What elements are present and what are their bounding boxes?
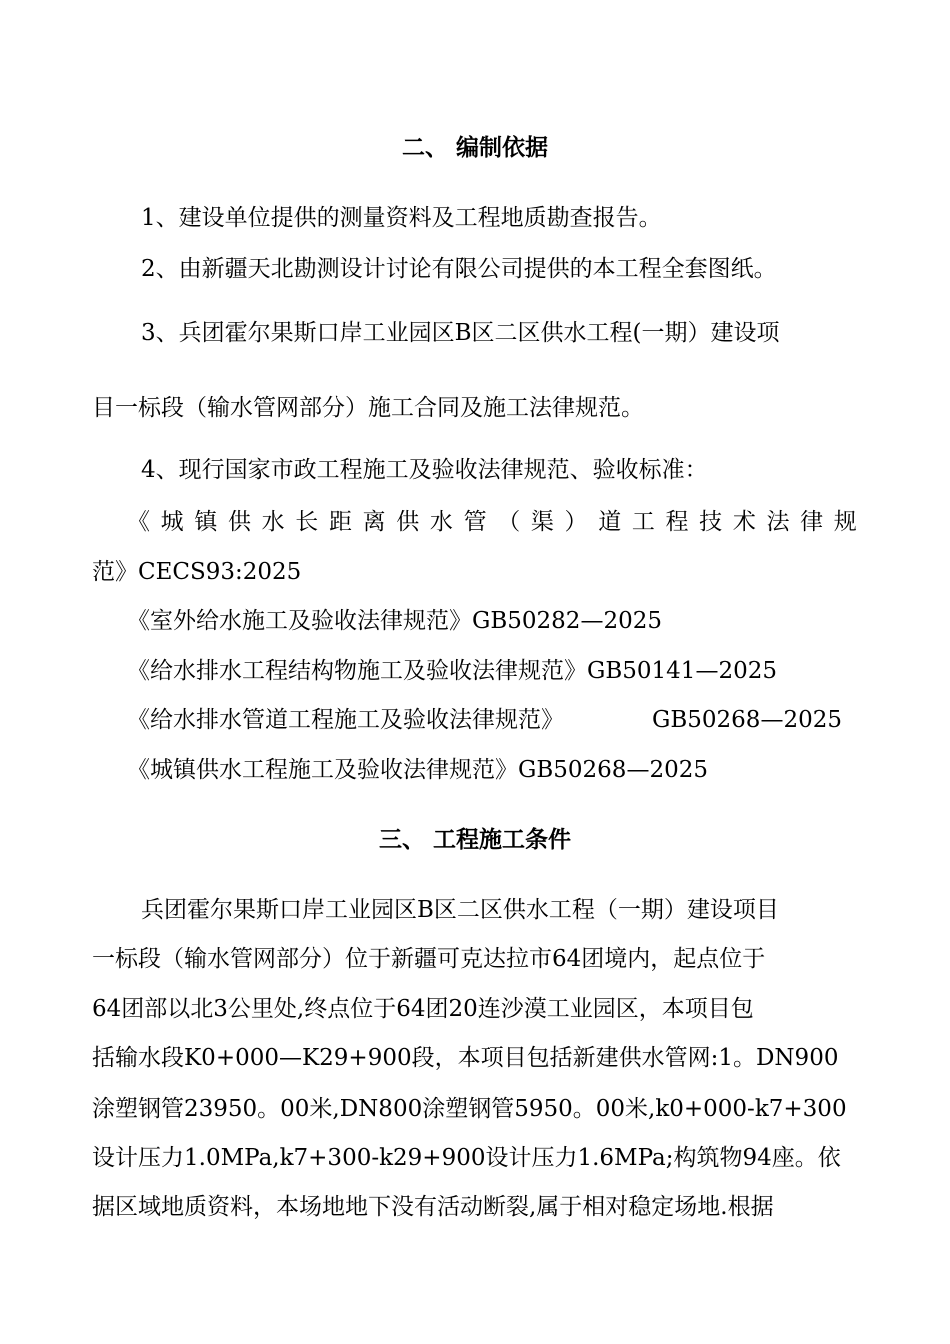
standard-1-char: 规 bbox=[833, 509, 857, 535]
basis-item-4: 4、现行国家市政工程施工及验收法律规范、验收标准： bbox=[141, 457, 708, 483]
standard-1-char: 程 bbox=[665, 509, 689, 535]
standard-1-char: 供 bbox=[396, 509, 420, 535]
conditions-line-2: 一标段（输水管网部分）位于新疆可克达拉市64团境内，起点位于 bbox=[92, 946, 766, 972]
standard-3: 《给水排水工程结构物施工及验收法律规范》GB50141—2025 bbox=[127, 658, 777, 684]
standard-1-char: ） bbox=[564, 509, 588, 535]
standard-1-char: 术 bbox=[732, 509, 756, 535]
standard-1-char: 渠 bbox=[530, 509, 554, 535]
conditions-line-1: 兵团霍尔果斯口岸工业园区B区二区供水工程（一期）建设项目 bbox=[141, 897, 779, 923]
conditions-line-7: 据区域地质资料，本场地地下没有活动断裂,属于相对稳定场地.根据 bbox=[92, 1194, 774, 1220]
standard-1-char: 道 bbox=[598, 509, 622, 535]
standard-1-char: 距 bbox=[328, 509, 352, 535]
standard-1-char: （ bbox=[497, 509, 521, 535]
standard-4-code: GB50268—2025 bbox=[652, 707, 842, 733]
standard-1-line-1 bbox=[127, 507, 857, 537]
conditions-line-3: 64团部以北3公里处,终点位于64团20连沙漠工业园区，本项目包 bbox=[92, 996, 754, 1022]
standard-1-char: 《 bbox=[127, 509, 150, 535]
standard-1-line-2: 范》CECS93:2025 bbox=[92, 559, 302, 585]
basis-item-3-line-1: 3、兵团霍尔果斯口岸工业园区B区二区供水工程(一期）建设项 bbox=[141, 320, 780, 346]
standard-1-char: 工 bbox=[631, 509, 655, 535]
conditions-line-5: 涂塑钢管23950。00米,DN800涂塑钢管5950。00米,k0+000-k7+300 bbox=[92, 1096, 847, 1122]
standard-1-char: 水 bbox=[429, 509, 453, 535]
basis-item-2: 2、由新疆天北勘测设计讨论有限公司提供的本工程全套图纸。 bbox=[141, 256, 777, 282]
standard-1-char: 水 bbox=[261, 509, 285, 535]
standard-1-char: 离 bbox=[362, 509, 386, 535]
conditions-line-4: 括输水段K0+000—K29+900段，本项目包括新建供水管网:1。DN900 bbox=[92, 1045, 839, 1071]
basis-item-3-line-2: 目一标段（输水管网部分）施工合同及施工法律规范。 bbox=[92, 395, 644, 421]
basis-item-1: 1、建设单位提供的测量资料及工程地质勘查报告。 bbox=[141, 205, 662, 231]
standard-1-char: 法 bbox=[766, 509, 790, 535]
standard-1-char: 长 bbox=[295, 509, 319, 535]
standard-5: 《城镇供水工程施工及验收法律规范》GB50268—2025 bbox=[127, 757, 708, 783]
standard-1-char: 镇 bbox=[194, 509, 218, 535]
standard-4-name: 《给水排水管道工程施工及验收法律规范》 bbox=[127, 707, 564, 733]
standard-1-char: 律 bbox=[800, 509, 824, 535]
conditions-line-6: 设计压力1.0MPa,k7+300-k29+900设计压力1.6MPa;构筑物94座。依 bbox=[92, 1145, 841, 1171]
section-heading-conditions: 三、 工程施工条件 bbox=[378, 826, 571, 853]
standard-2: 《室外给水施工及验收法律规范》GB50282—2025 bbox=[127, 608, 662, 634]
standard-1-char: 城 bbox=[160, 509, 184, 535]
section-heading-basis: 二、 编制依据 bbox=[401, 134, 548, 161]
standard-1-char: 管 bbox=[463, 509, 487, 535]
standard-1-char: 供 bbox=[227, 509, 251, 535]
standard-1-char: 技 bbox=[699, 509, 723, 535]
